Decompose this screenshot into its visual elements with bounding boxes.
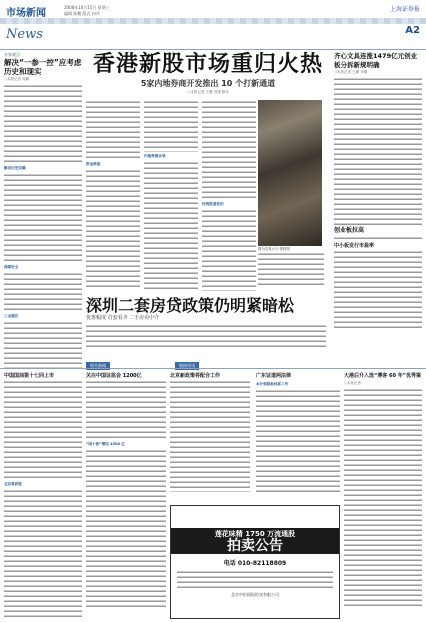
- hero-story: [86, 52, 330, 95]
- bottom-col2-body: [86, 380, 166, 440]
- editor-line: 编辑 陈鹏 版式 何丹: [64, 11, 100, 16]
- hero-body-3: [144, 100, 198, 152]
- section-brand: [6, 4, 62, 42]
- bottom-col2-title[interactable]: 关注中国证监会 1200亿: [86, 373, 142, 379]
- bottom-col-5: [344, 373, 422, 608]
- secondary-body: [86, 324, 326, 350]
- hero-photo: [258, 100, 322, 246]
- bottom-col5-body: [344, 388, 422, 608]
- bottom-col-1: [4, 373, 82, 619]
- masthead-band: [0, 18, 426, 24]
- left-story-body-2: [4, 173, 82, 263]
- right-section: 创业板拉高: [334, 227, 365, 234]
- hero-section-2: 内地券商乐享: [144, 154, 166, 158]
- secondary-body-text: [86, 324, 326, 350]
- left-story-section: 解决历史问题: [4, 166, 26, 170]
- hero-body-1: [86, 100, 140, 160]
- hero-body-2: [86, 169, 140, 289]
- hero-body-6: [202, 209, 256, 291]
- right-story-byline: ○本报记者 王鹏 李琳: [334, 70, 368, 74]
- bottom-col-3: [170, 373, 250, 492]
- date-block: [64, 5, 110, 17]
- hero-section-3: 传统渠道依旧: [202, 202, 224, 206]
- bottom-section: [0, 368, 426, 622]
- auction-ad[interactable]: [170, 505, 340, 619]
- bottom-col4-sub: 本计划指标体系工作: [256, 382, 289, 386]
- bottom-col3-title[interactable]: 北京新政策将配合工作: [170, 373, 221, 379]
- photo-caption-block: [258, 247, 324, 288]
- ad-phone: 电话 010-82118809: [223, 560, 287, 567]
- left-story-section-3: 三点建议: [4, 314, 19, 318]
- paper-block: [390, 4, 420, 36]
- photo-side-body: [258, 252, 324, 288]
- bottom-col5-byline: ○本报记者: [344, 381, 362, 385]
- right-story-title[interactable]: 齐心文具连涨1479亿元创业板分拆新规明确: [334, 52, 418, 69]
- secondary-story: [86, 296, 316, 322]
- bottom-col2-section: “国十条”增加 1500 亿: [86, 442, 125, 446]
- section-tabs: [86, 352, 326, 366]
- bottom-col1-body: [4, 380, 82, 480]
- left-story-kicker: 专家观点: [4, 52, 20, 57]
- hero-body-col2: [144, 100, 198, 291]
- hero-body-5: [202, 100, 256, 200]
- tab-links[interactable]: 链接资讯: [175, 362, 199, 370]
- left-story-section-2: 保障安全: [4, 265, 19, 269]
- secondary-subtitle: 优惠幅度 首套看齐 二手房看中介: [86, 315, 160, 321]
- hero-section-1: 资金准备: [86, 162, 101, 166]
- left-story-title[interactable]: 解决“一参一控”应考虑历史和现实: [4, 58, 82, 76]
- bottom-col-2: [86, 373, 166, 609]
- bottom-col1-body-2: [4, 489, 82, 619]
- section-en: News: [6, 27, 43, 42]
- right-story-body-2: [334, 250, 422, 330]
- hero-body-col3: [202, 100, 256, 291]
- right-section-2: 中小板发行市盈率: [334, 242, 375, 249]
- bottom-col4-title[interactable]: 广东证道两法律: [256, 373, 292, 379]
- bottom-col3-body: [170, 380, 250, 492]
- page-number: A2: [405, 25, 420, 36]
- tab-related-news[interactable]: 相关新闻: [86, 362, 110, 370]
- date-line: 2008年10月15日 星期三: [64, 5, 110, 10]
- masthead: [0, 0, 426, 50]
- ad-footer: 北京中拍国际拍卖有限公司: [231, 592, 279, 597]
- bottom-col4-body: [256, 389, 340, 493]
- right-story: [334, 52, 422, 330]
- ad-band: [171, 528, 339, 554]
- paper-name: 上海证券报: [389, 6, 420, 13]
- secondary-title[interactable]: 深圳二套房贷政策仍明紧暗松: [86, 296, 295, 315]
- left-story-body: [4, 84, 82, 164]
- photo-caption: 图为交易大厅 资料图: [258, 247, 290, 251]
- left-story-body-3: [4, 272, 82, 312]
- ad-headline: 莲花味精 1750 万流通股: [214, 530, 296, 538]
- left-story-body-4: [4, 321, 82, 371]
- right-story-body: [334, 77, 422, 227]
- hero-body-col1: [86, 100, 140, 289]
- ad-body: [177, 570, 333, 590]
- bottom-col5-title[interactable]: 大港后升入选“博客 60 年”优秀案: [344, 373, 422, 379]
- left-story: [4, 52, 82, 371]
- bottom-col-4: [256, 373, 340, 493]
- hero-title[interactable]: 香港新股市场重归火热: [92, 52, 323, 77]
- bottom-col1-title[interactable]: 中国国油第十七回上市: [4, 373, 55, 379]
- hero-subtitle: 5家内地券商开发推出 10 个打新通道: [140, 79, 276, 88]
- hero-byline: ○本报记者 王薇 刘建 陈东: [187, 90, 229, 94]
- hero-body-4: [144, 161, 198, 291]
- section-name: 市场新闻: [6, 8, 46, 19]
- bottom-col2-body-2: [86, 449, 166, 609]
- bottom-col1-section: 北京将获批: [4, 482, 22, 486]
- ad-big-text: 拍卖公告: [227, 538, 283, 554]
- left-story-byline: ○本报记者 周鹏: [4, 77, 30, 81]
